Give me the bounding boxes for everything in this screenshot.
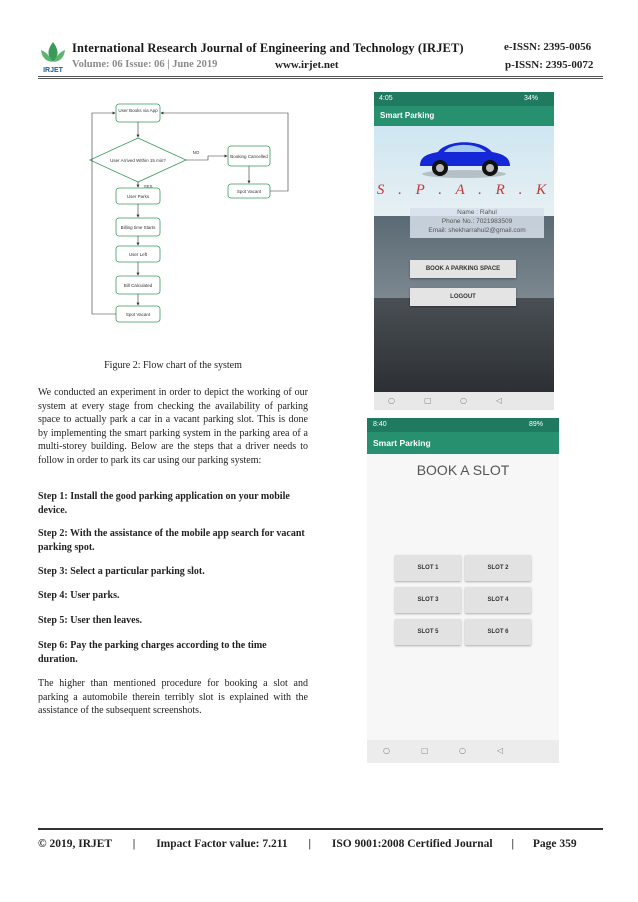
nav-back-icon-2[interactable]: ◁ (497, 746, 504, 755)
nav-recent-icon[interactable]: ▢ (424, 396, 432, 405)
flow-no-label: NO (192, 150, 200, 155)
status-battery: 34% (524, 95, 539, 102)
slot-5-button[interactable]: SLOT 5 (395, 619, 461, 645)
flow-node-1: User Books via App (118, 108, 158, 113)
figure-caption: Figure 2: Flow chart of the system (104, 360, 242, 371)
app-title-2: Smart Parking (373, 438, 431, 448)
screenshot-book-slot (367, 418, 559, 763)
slot-4-button[interactable]: SLOT 4 (465, 587, 531, 613)
status-time-2: 8:40 (373, 421, 387, 428)
slot-6-button[interactable]: SLOT 6 (465, 619, 531, 645)
book-slot-title: BOOK A SLOT (416, 462, 510, 478)
journal-title: International Research Journal of Engineering and Technology (IRJET) (72, 41, 464, 55)
brand-title: S . P . A . R . K (376, 182, 552, 198)
flow-node-spot-vacant-2: Spot Vacant (125, 312, 151, 317)
nav-back-alt-icon-2[interactable]: ○ (383, 746, 390, 755)
footer-rule (38, 828, 603, 830)
step-2: Step 2: With the assistance of the mobile app search for vacant parking spot. (38, 528, 305, 553)
flow-node-decision: User Arrived Within 15 min? (110, 158, 166, 163)
flow-node-spot-vacant-1: Spot Vacant (236, 189, 262, 194)
volume-issue: Volume: 06 Issue: 06 | June 2019 (72, 59, 218, 70)
flow-yes-label: YES (143, 184, 153, 189)
nav-bar-2 (367, 740, 559, 763)
nav-home-icon[interactable]: ○ (460, 396, 467, 405)
flowchart (88, 96, 298, 336)
paragraph-intro: We conducted an experiment in order to depict the working of our system at every stage from checking the availability of parking space to actually park a car in a vacant parking slot. This is done by implementing the smart parking system in the parking area of a multi-storey building. Below are the steps that a driver needs to follow in order to park its car using our parking system: (38, 387, 308, 466)
app-bar-2 (367, 432, 559, 454)
app-bar (374, 106, 554, 126)
status-bar-2 (367, 418, 559, 432)
nav-home-icon-2[interactable]: ○ (459, 746, 466, 755)
eissn: e-ISSN: 2395-0056 (504, 41, 592, 53)
step-5: Step 5: User then leaves. (38, 615, 142, 626)
footer: © 2019, IRJET | Impact Factor value: 7.211 | ISO 9001:2008 Certified Journal | Page 359 (38, 838, 577, 850)
parking-lot-background (374, 298, 554, 392)
book-parking-button[interactable]: BOOK A PARKING SPACE (410, 260, 516, 278)
nav-back-icon[interactable]: ◁ (496, 396, 503, 405)
paragraph-closing: The higher than mentioned procedure for booking a slot and parking a automobile therein terribly slot is explained with the assistance of the subsequent screenshots. (38, 678, 308, 716)
user-info-card (410, 208, 544, 238)
slot-2-button[interactable]: SLOT 2 (465, 555, 531, 581)
status-bar (374, 92, 554, 106)
nav-recent-icon-2[interactable]: ▢ (421, 746, 429, 755)
pissn: p-ISSN: 2395-0072 (505, 59, 594, 71)
header-rule (38, 76, 603, 77)
car-icon (414, 132, 514, 180)
user-phone: Phone No.: 7021983509 (441, 218, 513, 225)
website-link[interactable]: www.irjet.net (275, 59, 339, 71)
logo-text: IRJET (43, 67, 63, 74)
flow-node-parks: User Parks (126, 194, 150, 199)
screenshot-home (374, 92, 554, 410)
irjet-logo (38, 40, 68, 74)
flow-node-left: User Left (128, 252, 148, 257)
flow-node-cancelled: Booking Cancelled (230, 154, 268, 159)
step-4: Step 4: User parks. (38, 590, 120, 601)
status-battery-2: 89% (529, 421, 544, 428)
flow-node-billing: Billing time Starts (120, 225, 156, 230)
user-email: Email: shekharrahul2@gmail.com (428, 227, 526, 234)
nav-bar (374, 392, 554, 410)
nav-back-alt-icon[interactable]: ○ (388, 396, 395, 405)
slot-1-button[interactable]: SLOT 1 (395, 555, 461, 581)
slot-3-button[interactable]: SLOT 3 (395, 587, 461, 613)
header-rule-2 (38, 78, 603, 79)
step-1: Step 1: Install the good parking application on your mobile device. (38, 491, 290, 516)
footer-impact: Impact Factor value: 7.211 (156, 838, 288, 850)
status-time: 4:05 (379, 95, 393, 102)
user-name: Name : Rahul (457, 209, 497, 216)
footer-page: Page 359 (532, 838, 577, 850)
step-6: Step 6: Pay the parking charges according to the time duration. (38, 640, 267, 665)
step-3: Step 3: Select a particular parking slot. (38, 566, 205, 577)
footer-copyright: © 2019, IRJET (38, 838, 112, 850)
flow-node-bill: Bill Calculated (123, 283, 153, 288)
app-title: Smart Parking (380, 111, 435, 120)
footer-iso: ISO 9001:2008 Certified Journal (331, 838, 493, 850)
logout-button[interactable]: LOGOUT (410, 288, 516, 306)
